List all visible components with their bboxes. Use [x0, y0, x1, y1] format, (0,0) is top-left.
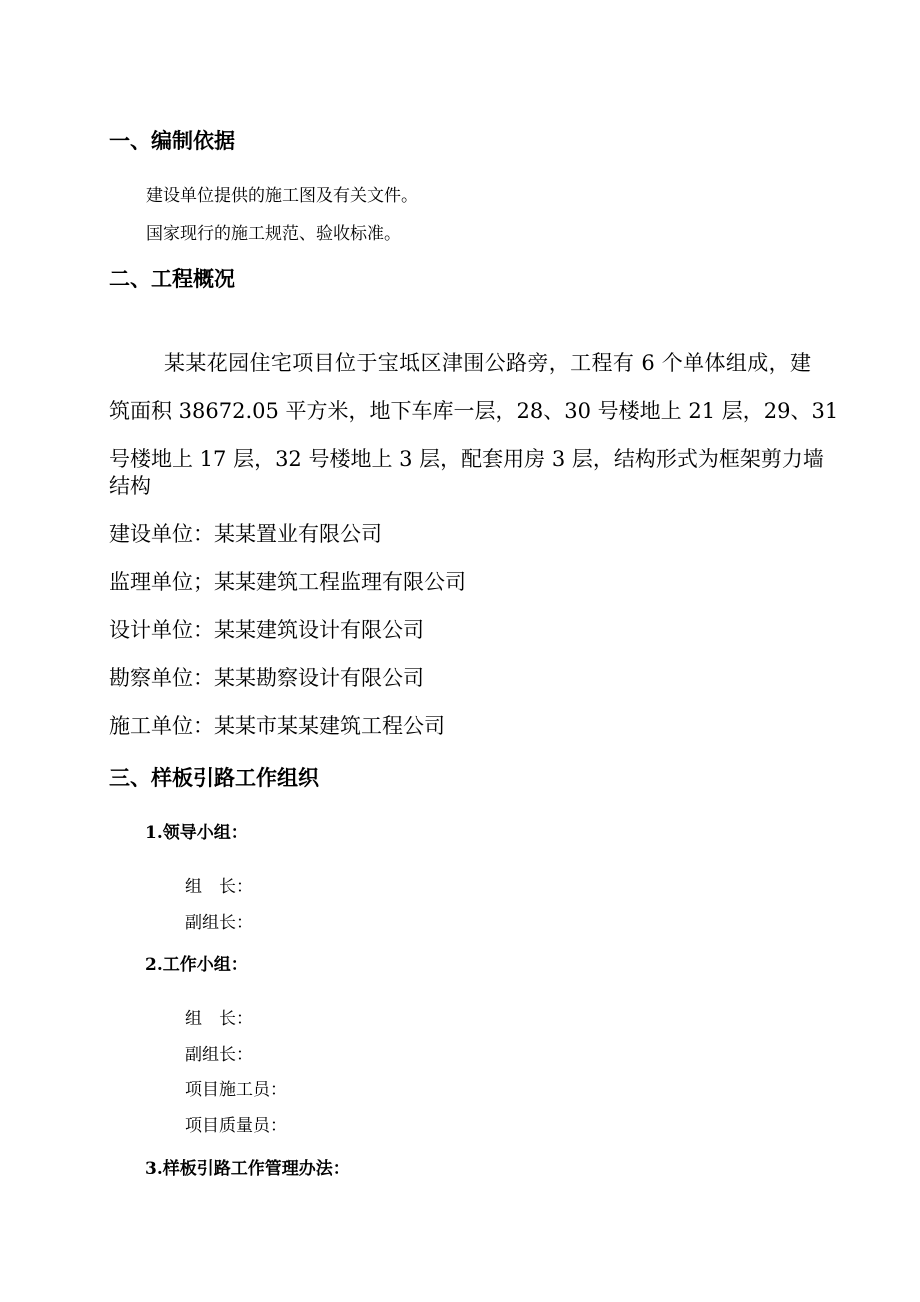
overview-paragraph-line: 筑面积 38672.05 平方米，地下车库一层，28、30 号楼地上 21 层，29、31	[109, 399, 839, 423]
basis-line: 建设单位提供的施工图及有关文件。	[146, 186, 418, 206]
basis-line: 国家现行的施工规范、验收标准。	[146, 224, 401, 244]
unit-line: 监理单位；某某建筑工程监理有限公司	[109, 570, 466, 594]
unit-line: 施工单位：某某市某某建筑工程公司	[109, 714, 445, 738]
overview-paragraph-line: 某某花园住宅项目位于宝坻区津围公路旁，工程有 6 个单体组成，建	[164, 351, 811, 375]
overview-paragraph-line: 号楼地上 17 层，32 号楼地上 3 层，配套用房 3 层，结构形式为框架剪力墙	[109, 447, 824, 471]
role-line: 组 长：	[185, 1009, 253, 1029]
section-heading-basis: 一、编制依据	[109, 128, 235, 153]
role-line: 组 长：	[185, 877, 253, 897]
role-line: 项目施工员：	[185, 1080, 287, 1100]
unit-line: 建设单位：某某置业有限公司	[109, 522, 382, 546]
subheading-management-method: 3.样板引路工作管理办法：	[145, 1159, 350, 1179]
subheading-leadership-group: 1.领导小组：	[145, 823, 248, 843]
role-line: 项目质量员：	[185, 1116, 287, 1136]
section-heading-overview: 二、工程概况	[109, 266, 235, 291]
section-heading-organization: 三、样板引路工作组织	[109, 765, 319, 790]
unit-line: 勘察单位：某某勘察设计有限公司	[109, 666, 424, 690]
subheading-working-group: 2.工作小组：	[145, 955, 248, 975]
role-line: 副组长：	[185, 1045, 253, 1065]
overview-paragraph-line: 结构	[109, 474, 151, 498]
role-line: 副组长：	[185, 913, 253, 933]
unit-line: 设计单位：某某建筑设计有限公司	[109, 618, 424, 642]
